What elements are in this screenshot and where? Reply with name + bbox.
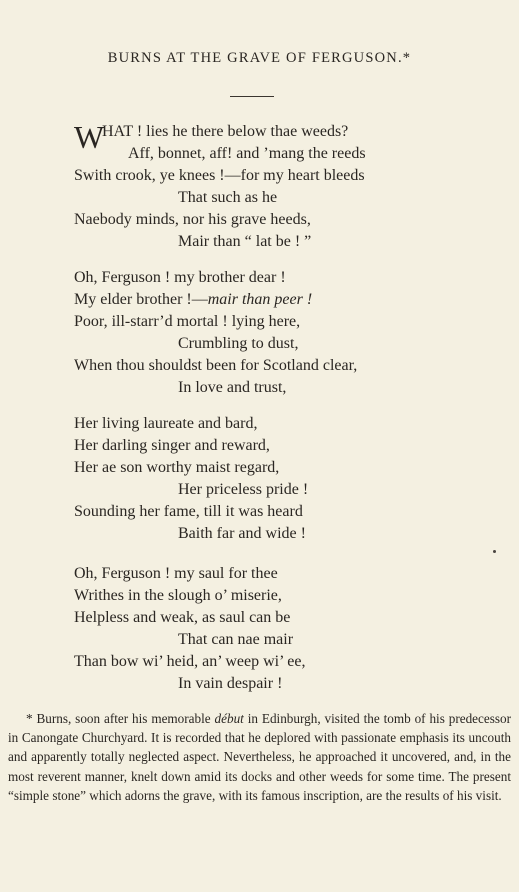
poem-line: In vain despair ! [178,675,283,692]
poem-line: In love and trust, [178,379,287,396]
poem-line: Aff, bonnet, aff! and ’mang the reeds [128,145,366,162]
poem-line: Sounding her fame, till it was heard [74,503,303,520]
poem-line: Writhes in the slough o’ miserie, [74,587,282,604]
poem-line: Her darling singer and reward, [74,437,270,454]
poem-line [74,291,312,309]
footnote-part: * Burns, soon after his memorable [26,711,215,726]
poem-line: Oh, Ferguson ! my saul for thee [74,565,278,582]
poem-line: Her ae son worthy maist regard, [74,459,280,476]
poem-line: Than bow wi’ heid, an’ weep wi’ ee, [74,653,306,670]
poem-line-italic: mair than peer ! [207,291,313,308]
poem-line: Her priceless pride ! [178,481,309,498]
footnote-text [8,709,511,805]
drop-cap: W [74,119,105,155]
print-speck [493,550,496,553]
poem-line: Mair than “ lat be ! ” [178,233,312,250]
poem-line: HAT ! lies he there below thae weeds? [102,123,349,140]
poem-line: When thou shouldst been for Scotland clear, [74,357,358,374]
poem-line: That can nae mair [178,631,294,648]
poem-line: Crumbling to dust, [178,335,299,352]
poem-line: Naebody minds, nor his grave heeds, [74,211,311,228]
poem-line: Helpless and weak, as saul can be [74,609,291,626]
poem-line: Swith crook, ye knees !—for my heart bleeds [74,167,365,184]
footnote-part: in Edinburgh, visited the tomb of his predecessor in Canongate Churchyard. It is recorded that he deplored with passionate emphasis its uncouth and apparently totally neglected aspect. Nevertheless, he approached it uncovered, and, in the most reverent manner, knelt down amid its docks and other weeds for some time. The present “simple stone” which adorns the grave, with its famous inscription, are the results of his visit. [8,711,511,803]
footnote-italic: début [214,711,244,726]
poem-line: Her living laureate and bard, [74,415,258,432]
poem-title: BURNS AT THE GRAVE OF FERGUSON.* [107,50,412,66]
footnote [8,709,511,805]
poem-line: Oh, Ferguson ! my brother dear ! [74,269,286,286]
poem-line: Baith far and wide ! [178,525,306,542]
poem-line: That such as he [178,189,278,206]
title-divider [230,96,274,97]
poem-line: Poor, ill-starr’d mortal ! lying here, [74,313,301,330]
poem-line-text: My elder brother !— [74,291,208,308]
